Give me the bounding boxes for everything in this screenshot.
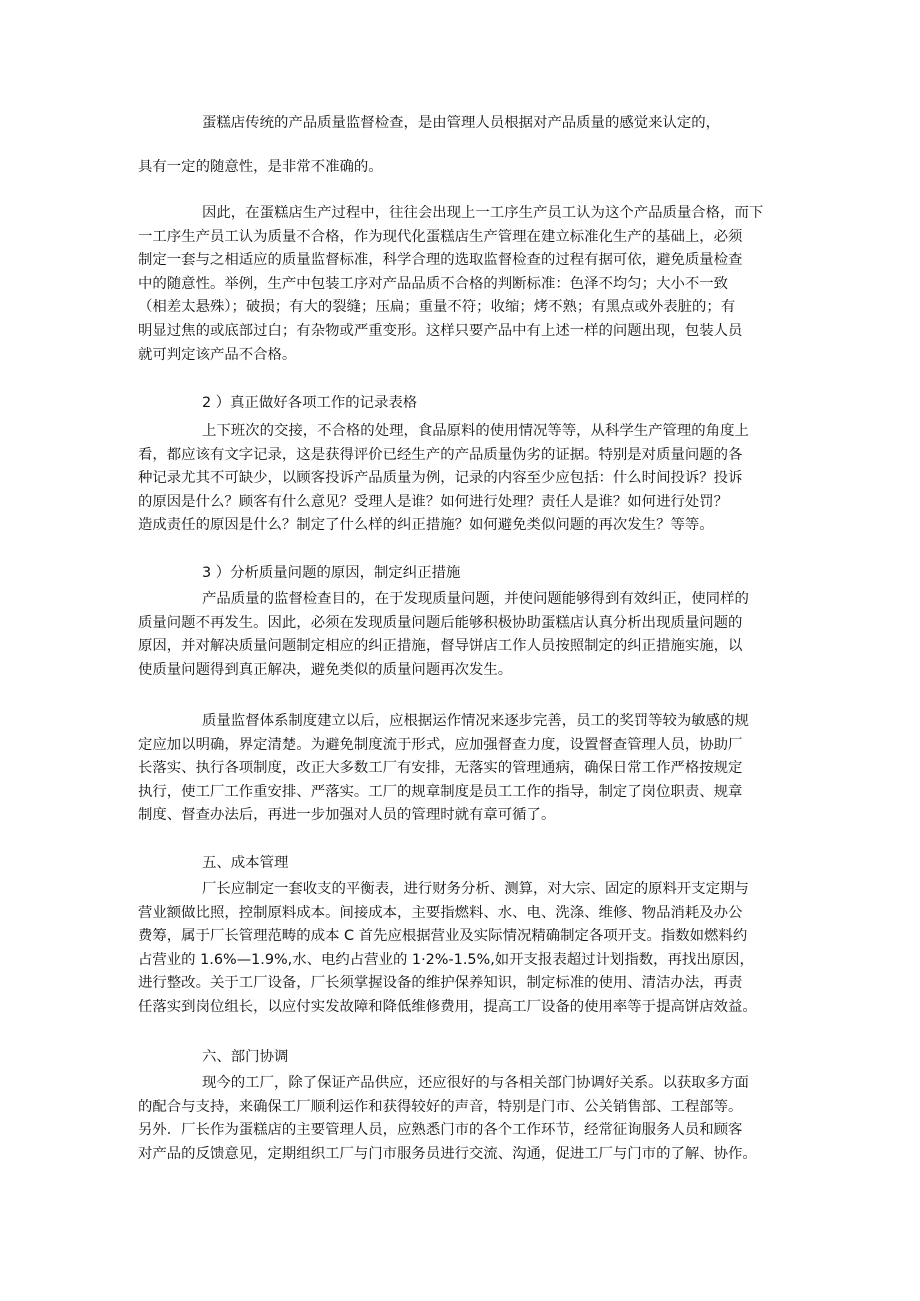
text-line: 产品质量的监督检查目的，在于发现质量问题，并使问题能够得到有效纠正，使同样的 [202, 591, 749, 607]
section-heading-cost-management: 五、成本管理 [202, 855, 289, 871]
text-line: 的原因是什么？顾客有什么意见？受理人是谁？如何进行处理？责任人是谁？如何进行处罚？ [138, 493, 729, 510]
text-line: 任落实到岗位组长，以应付实发故障和降低维修费用，提高工厂设备的使用率等于提高饼店效益。 [138, 998, 757, 1015]
text-line: 执行，使工厂工作重安排、严落实。工厂的规章制度是员工工作的指导，制定了岗位职责、规章 [138, 783, 743, 800]
text-line: 长落实、执行各项制度，改正大多数工厂有安排，无落实的管理通病，确保日常工作严格按规定 [138, 760, 743, 777]
text-line: 看，都应该有文字记录，这是获得评价已经生产的产品质量伪劣的证据。特别是对质量问题的各 [138, 446, 743, 463]
paragraph-records [138, 420, 788, 538]
text-line: 种记录尤其不可缺少，以顾客投诉产品质量为例，记录的内容至少应包括：什么时间投诉？投诉 [138, 470, 743, 487]
text-line: 进行整改。关于工厂设备，厂长须掌握设备的维护保养知识，制定标准的使用、清洁办法，再责 [138, 975, 743, 992]
text-line: （相差太悬殊）；破损；有大的裂缝；压扁；重量不符；收缩；烤不熟；有黑点或外表脏的；有 [138, 299, 736, 316]
text-line: 明显过焦的或底部过白；有杂物或严重变形。这样只要产品中有上述一样的问题出现，包装人员 [138, 322, 743, 339]
text-line: 制度、督查办法后，再进一步加强对人员的管理时就有章可循了。 [138, 807, 556, 824]
text-line: 中的随意性。举例，生产中包装工序对产品品质不合格的判断标准：色泽不均匀；大小不一致 [138, 275, 729, 292]
text-line: 具有一定的随意性，是非常不准确的。 [138, 159, 383, 175]
paragraph-quality-inspection-intro [138, 112, 788, 136]
text-line: 因此，在蛋糕店生产过程中，往往会出现上一工序生产员工认为这个产品质量合格，而下 [202, 205, 764, 221]
text-line: 定应加以明确，界定清楚。为避免制度流于形式，应加强督查力度，设置督查管理人员，协助厂 [138, 736, 743, 753]
text-line: 费筹，属于厂长管理范畴的成本 C 首先应根据营业及实际情况精确制定各项开支。指数如燃料约 [138, 928, 748, 945]
text-line: 制定一套与之相适应的质量监督标准，科学合理的选取监督检查的过程有据可依，避免质量检查 [138, 252, 743, 269]
text-line: 厂长应制定一套收支的平衡表，进行财务分析、测算，对大宗、固定的原料开支定期与 [202, 881, 749, 897]
text-line: 另外．厂长作为蛋糕店的主要管理人员，应熟悉门市的各个工作环节，经常征询服务人员和顾客 [138, 1122, 743, 1139]
paragraph-department-coordination [138, 1072, 788, 1166]
paragraph-cost-management [138, 878, 788, 1020]
text-line: 的配合与支持，来确保工厂顺利运作和获得较好的声音，特别是门市、公关销售部、工程部等。 [138, 1098, 743, 1115]
paragraph-corrective-actions [138, 588, 788, 682]
text-line: 占营业的 1.6%—1.9%,水、电约占营业的 1·2%-1.5%,如开支报表超过计划指数，再找出原因， [138, 951, 754, 968]
text-line: 质量问题不再发生。因此，必须在发现质量问题后能够积极协助蛋糕店认真分析出现质量问题的 [138, 614, 743, 631]
text-line: 原因，并对解决质量问题制定相应的纠正措施，督导饼店工作人员按照制定的纠正措施实施，以 [138, 638, 743, 655]
section-heading-department-coordination: 六、部门协调 [202, 1049, 289, 1065]
paragraph-supervision-system [138, 710, 788, 828]
text-line: 一工序生产员工认为质量不合格，作为现代化蛋糕店生产管理在建立标准化生产的基础上，必须 [138, 228, 743, 245]
text-line: 使质量问题得到真正解决，避免类似的质量问题再次发生。 [138, 661, 513, 678]
text-line: 营业额做比照，控制原料成本。间接成本，主要指燃料、水、电、洗涤、维修、物品消耗及办公 [138, 904, 743, 921]
text-line: 现今的工厂，除了保证产品供应，还应很好的与各相关部门协调好关系。以获取多方面 [202, 1075, 749, 1091]
text-line: 上下班次的交接，不合格的处理，食品原料的使用情况等等，从科学生产管理的角度上 [202, 423, 749, 439]
paragraph-quality-standard [138, 202, 788, 367]
section-heading-corrective-actions: 3 ）分析质量问题的原因，制定纠正措施 [202, 565, 461, 581]
text-line: 造成责任的原因是什么？制定了什么样的纠正措施？如何避免类似问题的再次发生？等等。 [138, 517, 714, 534]
text-line: 对产品的反馈意见，定期组织工厂与门市服务员进行交流、沟通，促进工厂与门市的了解、协作。 [138, 1145, 757, 1162]
text-line: 就可判定该产品不合格。 [138, 346, 297, 363]
text-line: 蛋糕店传统的产品质量监督检查，是由管理人员根据对产品质量的感觉来认定的， [202, 115, 721, 131]
paragraph-quality-inspection-intro-cont [138, 156, 788, 180]
section-heading-records: 2 ）真正做好各项工作的记录表格 [202, 395, 418, 411]
text-line: 质量监督体系制度建立以后，应根据运作情况来逐步完善，员工的奖罚等较为敏感的规 [202, 713, 749, 729]
